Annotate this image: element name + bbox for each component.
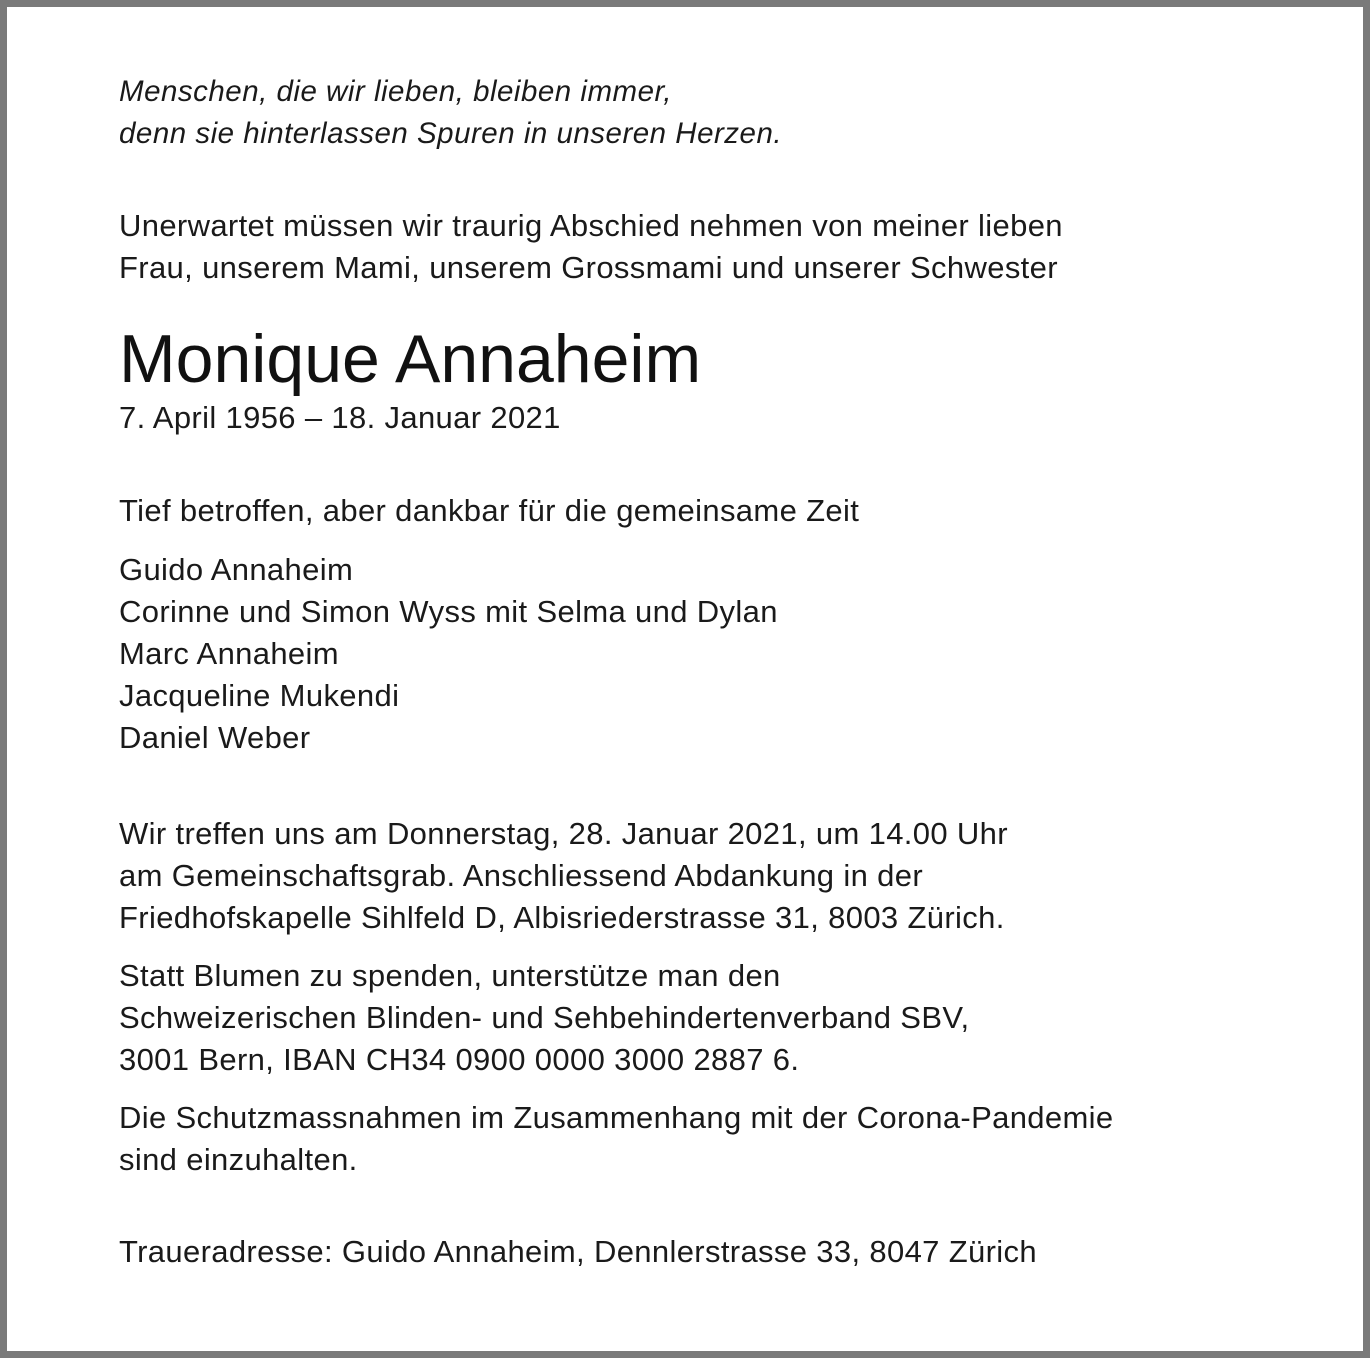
donation-line: Statt Blumen zu spenden, unterstütze man den (119, 958, 781, 993)
donation-line: 3001 Bern, IBAN CH34 0900 0000 3000 2887 6. (119, 1042, 800, 1077)
thanks-line: Tief betroffen, aber dankbar für die gemeinsame Zeit (119, 493, 860, 528)
life-dates: 7. April 1956 – 18. Januar 2021 (119, 400, 561, 435)
donation-info (119, 955, 1309, 1081)
corona-line: sind einzuhalten. (119, 1142, 358, 1177)
donation-line: Schweizerischen Blinden- und Sehbehindertenverband SBV, (119, 1000, 970, 1035)
quote-line: Menschen, die wir lieben, bleiben immer, (119, 75, 672, 108)
intro-line: Unerwartet müssen wir traurig Abschied nehmen von meiner lieben (119, 208, 1063, 243)
mourner-name: Corinne und Simon Wyss mit Selma und Dylan (119, 594, 778, 629)
mourner-name: Jacqueline Mukendi (119, 678, 400, 713)
corona-notice (119, 1097, 1309, 1181)
quote-line: denn sie hinterlassen Spuren in unseren Herzen. (119, 117, 783, 150)
service-line: Friedhofskapelle Sihlfeld D, Albisriederstrasse 31, 8003 Zürich. (119, 900, 1005, 935)
intro-line: Frau, unserem Mami, unserem Grossmami und unserer Schwester (119, 250, 1058, 285)
mourner-name: Marc Annaheim (119, 636, 339, 671)
corona-line: Die Schutzmassnahmen im Zusammenhang mit der Corona-Pandemie (119, 1100, 1114, 1135)
mourner-name: Guido Annaheim (119, 552, 354, 587)
mourner-name: Daniel Weber (119, 720, 311, 755)
deceased-name: Monique Annaheim (119, 321, 702, 397)
service-info (119, 813, 1309, 939)
mourners-list (119, 549, 1309, 759)
memorial-quote (119, 71, 1309, 155)
service-line: am Gemeinschaftsgrab. Anschliessend Abdankung in der (119, 858, 924, 893)
service-line: Wir treffen uns am Donnerstag, 28. Januar 2021, um 14.00 Uhr (119, 816, 1008, 851)
mourning-address: Traueradresse: Guido Annaheim, Dennlerstrasse 33, 8047 Zürich (119, 1234, 1037, 1269)
intro-text (119, 205, 1309, 289)
obituary-content (119, 71, 1309, 1273)
